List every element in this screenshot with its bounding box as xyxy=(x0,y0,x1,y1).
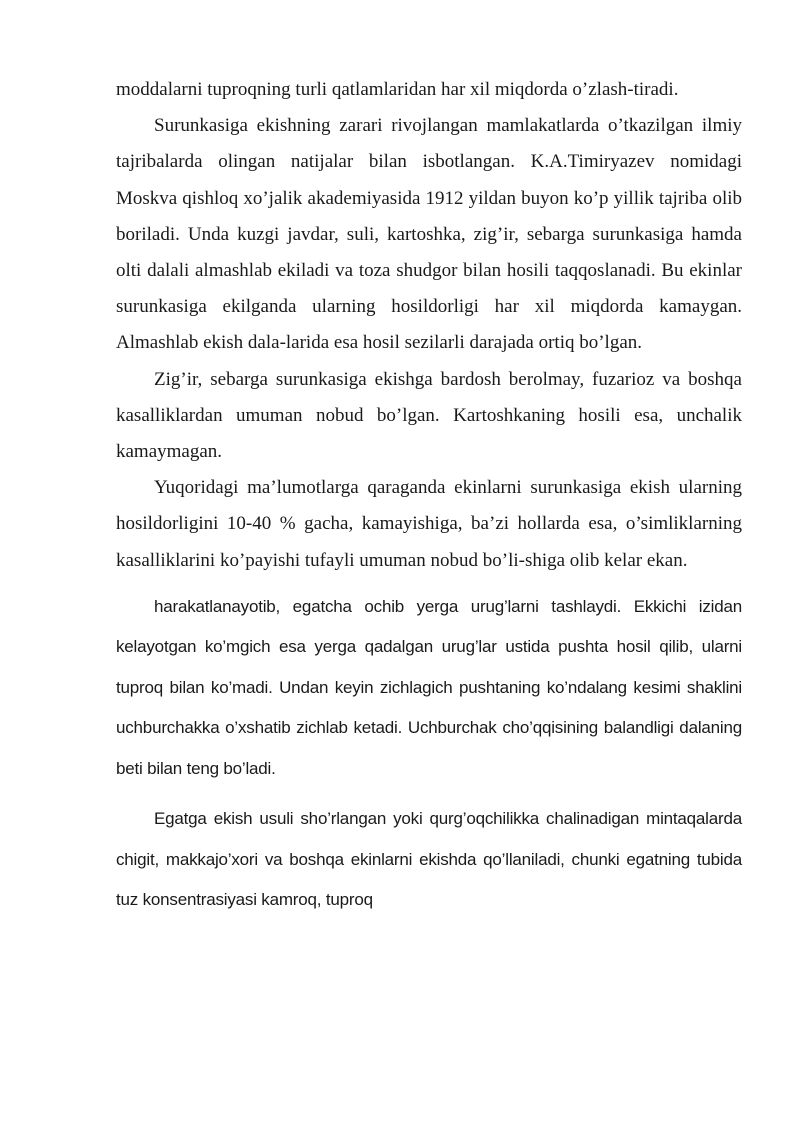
paragraph-surunkasiga-zarari: Surunkasiga ekishning zarari rivojlangan mamlakatlarda o’tkazilgan ilmiy tajribalarda olingan natijalar bilan isbotlangan. K.A.Timiryazev nomidagi Moskva qishloq xo’jalik akademiyasida 1912 yildan buyon ko’p yillik tajriba olib boriladi. Unda kuzgi javdar, suli, kartoshka, zig’ir, sebarga surunkasiga hamda olti dalali almashlab ekiladi va toza shudgor bilan hosili taqqoslanadi. Bu ekinlar surunkasiga ekilganda ularning hosildorligi har xil miqdorda kamaygan. Almashlab ekish dala-larida esa hosil sezilarli darajada ortiq bo’lgan. xyxy=(116,115,742,354)
paragraph-harakatlanayotib: harakatlanayotib, egatcha ochib yerga urug’larni tashlaydi. Ekkichi izidan kelayotgan ko’mgich esa yerga qadalgan urug’lar ustida pushta hosil qilib, ularni tuproq bilan ko’madi. Undan keyin zichlagich pushtaning ko’ndalang kesimi shaklini uchburchakka o’xshatib zichlab ketadi. Uchburchak cho’qqisining balandligi dalaning beti bilan teng bo’ladi. xyxy=(116,596,742,778)
paragraph-continuation: moddalarni tuproqning turli qatlamlaridan har xil miqdorda o’zlash-tiradi. xyxy=(116,79,679,100)
paragraph-egatga-ekish: Egatga ekish usuli sho’rlangan yoki qurg’oqchilikka chalinadigan mintaqalarda chigit, makkajo’xori va boshqa ekinlarni ekishda qo’llaniladi, chunki egatning tubida tuz konsentrasiyasi kamroq, tuproq xyxy=(116,809,742,910)
paragraph-yuqoridagi: Yuqoridagi ma’lumotlarga qaraganda ekinlarni surunkasiga ekish ularning hosildorligini 10-40 % gacha, kamayishiga, ba’zi hollarda esa, o’simliklarning kasalliklarini ko’payishi tufayli umuman nobud bo’li-shiga olib kelar ekan. xyxy=(116,477,742,571)
document-page xyxy=(116,72,742,921)
paragraph-zigir-sebarga: Zig’ir, sebarga surunkasiga ekishga bardosh berolmay, fuzarioz va boshqa kasalliklardan umuman nobud bo’lgan. Kartoshkaning hosili esa, unchalik kamaymagan. xyxy=(116,368,742,463)
